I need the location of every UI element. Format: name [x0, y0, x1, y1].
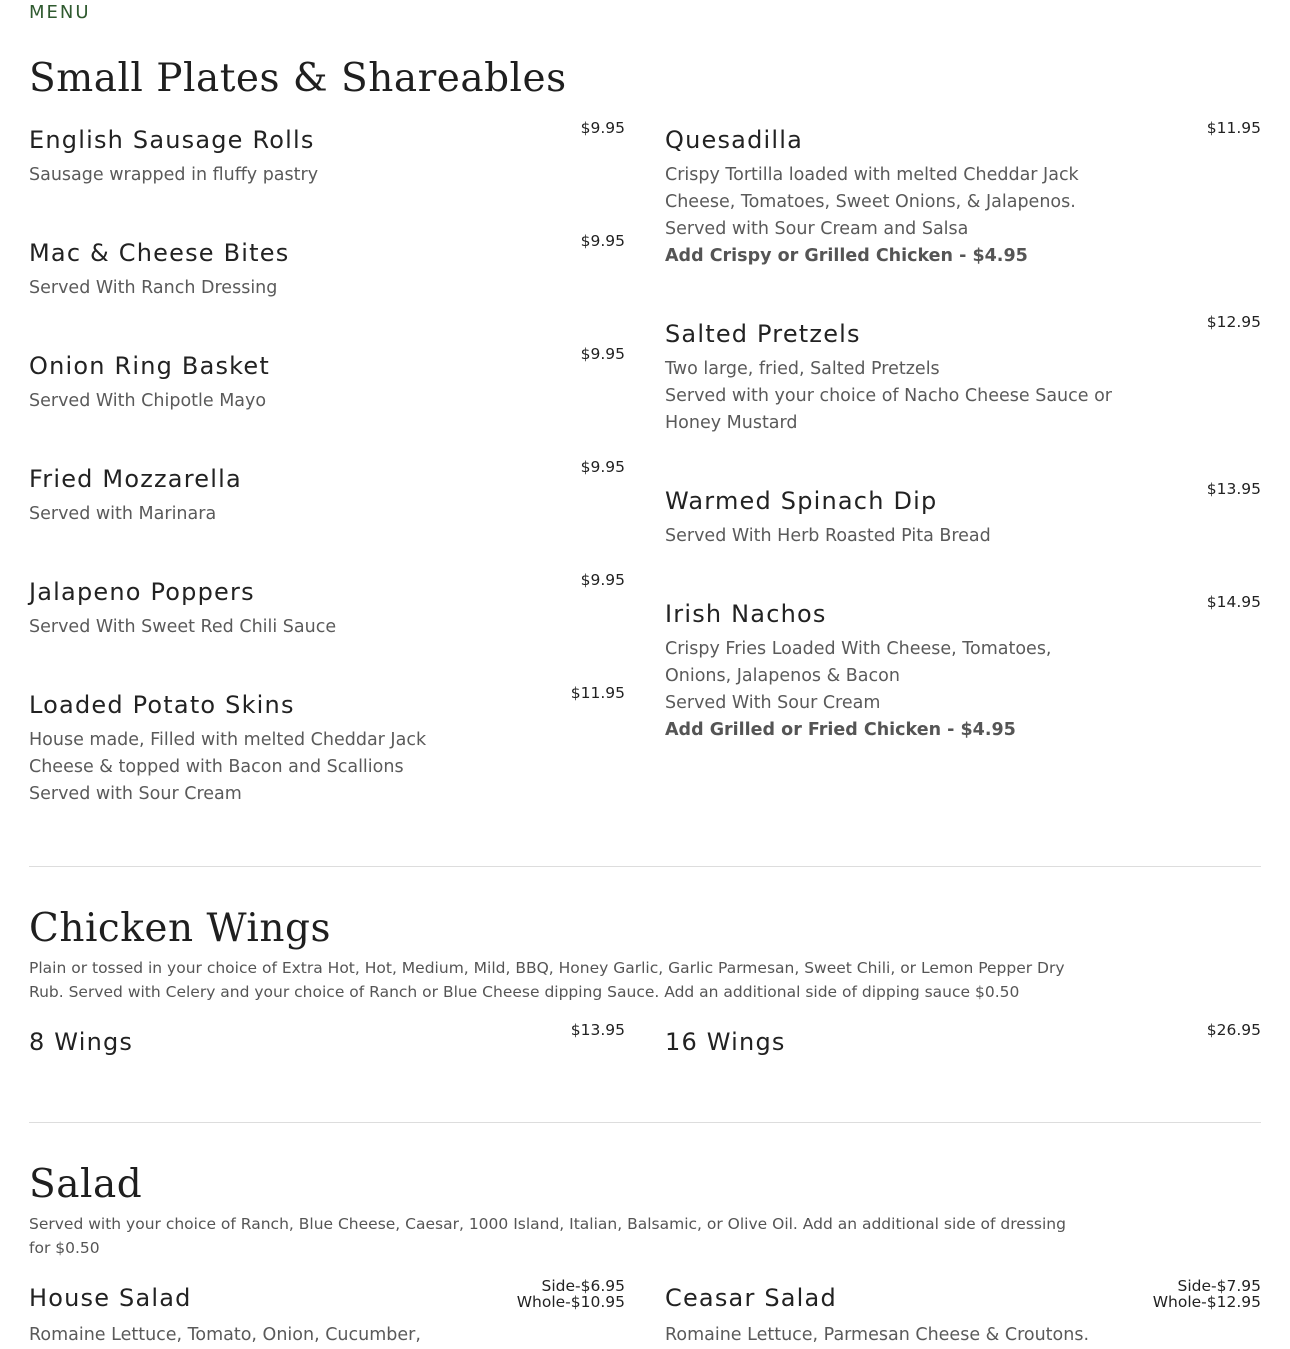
item-name: Onion Ring Basket	[29, 352, 271, 380]
item-price: $11.95	[1206, 119, 1261, 137]
item-name: Warmed Spinach Dip	[665, 487, 938, 515]
item-price: $14.95	[1206, 593, 1261, 611]
item-name: Mac & Cheese Bites	[29, 239, 290, 267]
item-description: Romaine Lettuce, Tomato, Onion, Cucumber,	[29, 1325, 421, 1345]
item-price: $9.95	[580, 232, 625, 250]
item-name: Fried Mozzarella	[29, 465, 242, 493]
item-price	[517, 1278, 625, 1310]
item-name: Loaded Potato Skins	[29, 691, 295, 719]
item-price: $26.95	[1206, 1021, 1261, 1039]
item-description: Crispy Fries Loaded With Cheese, Tomatoes, Onions, Jalapenos & Bacon Served With Sour Cream Add Grilled or Fried Chicken - $4.95	[665, 636, 1052, 744]
item-description: Served With Herb Roasted Pita Bread	[665, 526, 991, 546]
item-name: House Salad	[29, 1284, 192, 1312]
item-price: $11.95	[570, 684, 625, 702]
item-description: Served With Ranch Dressing	[29, 278, 278, 298]
item-addon: Add Crispy or Grilled Chicken - $4.95	[665, 246, 1028, 266]
price-whole: Whole-$10.95	[516, 1293, 625, 1311]
item-description: House made, Filled with melted Cheddar Jack Cheese & topped with Bacon and Scallions Served with Sour Cream	[29, 730, 427, 804]
item-addon: Add Grilled or Fried Chicken - $4.95	[665, 720, 1016, 740]
section-description: Plain or tossed in your choice of Extra Hot, Hot, Medium, Mild, BBQ, Honey Garlic, Garlic Parmesan, Sweet Chili, or Lemon Pepper Dry Rub. Served with Celery and your choice of Ranch or Blue Cheese dipping Sauce. Add an additional side of dipping sauce $0.50	[29, 959, 1065, 1001]
item-name: Ceasar Salad	[665, 1284, 837, 1312]
item-price: $9.95	[580, 458, 625, 476]
item-name: Jalapeno Poppers	[29, 578, 255, 606]
price-side: Side-$6.95	[541, 1277, 625, 1295]
section-title: Small Plates & Shareables	[29, 56, 567, 101]
item-description: Romaine Lettuce, Parmesan Cheese & Croutons.	[665, 1325, 1090, 1345]
item-name: Quesadilla	[665, 126, 804, 154]
item-description: Crispy Tortilla loaded with melted Cheddar Jack Cheese, Tomatoes, Sweet Onions, & Jalapenos. Served with Sour Cream and Salsa Add Crispy or Grilled Chicken - $4.95	[665, 162, 1079, 270]
item-description: Two large, fried, Salted Pretzels Served with your choice of Nacho Cheese Sauce or Honey Mustard	[665, 359, 1112, 433]
section-title: Salad	[29, 1162, 143, 1207]
section-description: Served with your choice of Ranch, Blue Cheese, Caesar, 1000 Island, Italian, Balsamic, or Olive Oil. Add an additional side of dressing for $0.50	[29, 1215, 1066, 1257]
price-side: Side-$7.95	[1177, 1277, 1261, 1295]
item-name: English Sausage Rolls	[29, 126, 315, 154]
price-whole: Whole-$12.95	[1152, 1293, 1261, 1311]
item-name: 16 Wings	[665, 1028, 786, 1056]
item-price: $13.95	[570, 1021, 625, 1039]
item-price: $9.95	[580, 119, 625, 137]
item-price: $12.95	[1206, 313, 1261, 331]
item-description: Served With Chipotle Mayo	[29, 391, 267, 411]
menu-label: MENU	[29, 2, 91, 23]
item-description: Sausage wrapped in fluffy pastry	[29, 165, 319, 185]
item-description: Served with Marinara	[29, 504, 217, 524]
section-title: Chicken Wings	[29, 906, 331, 951]
item-description: Served With Sweet Red Chili Sauce	[29, 617, 337, 637]
item-name: 8 Wings	[29, 1028, 134, 1056]
section-divider	[29, 866, 1261, 867]
item-price: $9.95	[580, 571, 625, 589]
section-divider	[29, 1122, 1261, 1123]
item-price	[1153, 1278, 1261, 1310]
item-name: Irish Nachos	[665, 600, 827, 628]
item-price: $13.95	[1206, 480, 1261, 498]
item-name: Salted Pretzels	[665, 320, 861, 348]
item-price: $9.95	[580, 345, 625, 363]
